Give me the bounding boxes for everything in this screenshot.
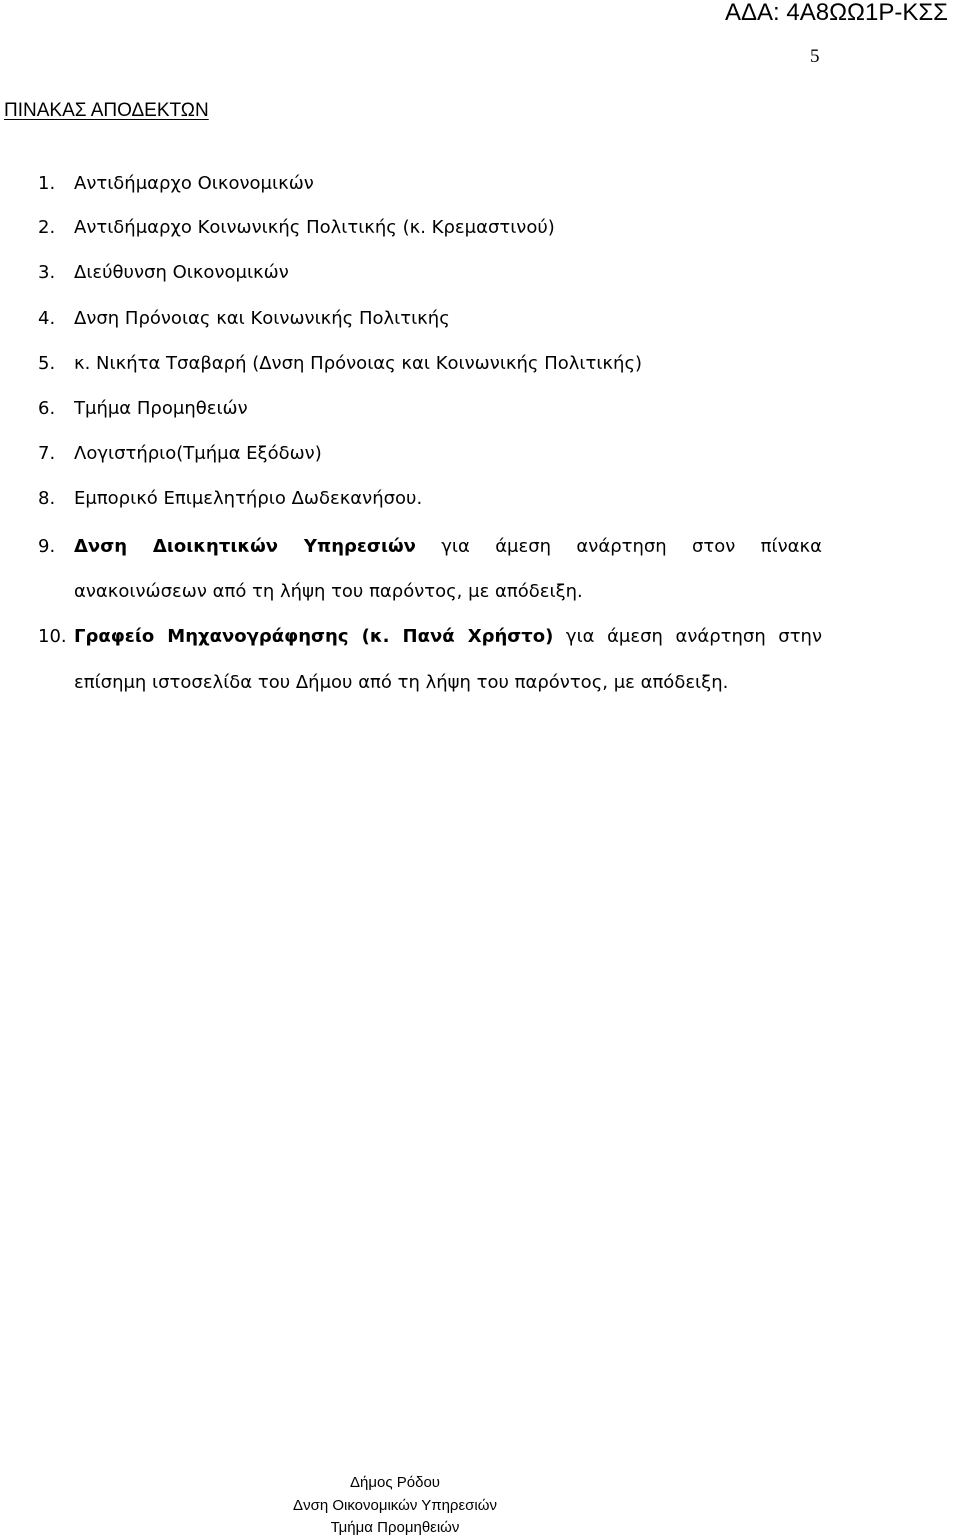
item-text: Εμπορικό Επιμελητήριο Δωδεκανήσου.: [74, 488, 423, 509]
item-bold-text: Γραφείο Μηχανογράφησης (κ. Πανά Χρήστο): [74, 626, 554, 647]
item-text: Λογιστήριο(Τμήμα Εξόδων): [74, 443, 322, 464]
item-number: 10.: [38, 626, 67, 647]
item-9-line1: [74, 535, 822, 559]
item-number: 5.: [38, 353, 56, 374]
item-number: 9.: [38, 536, 56, 557]
list-item: [38, 535, 74, 559]
footer-municipality: Δήμος Ρόδου: [350, 1474, 440, 1491]
list-item: [38, 442, 322, 466]
item-text: κ. Νικήτα Τσαβαρή (Δνση Πρόνοιας και Κοινωνικής Πολιτικής): [74, 353, 643, 374]
item-bold-text: Δνση Διοικητικών Υπηρεσιών: [74, 536, 416, 557]
item-number: 1.: [38, 173, 56, 194]
list-item: [38, 397, 248, 421]
list-item: [38, 216, 555, 240]
list-item: [38, 261, 289, 285]
list-item: [38, 625, 74, 649]
item-number: 2.: [38, 217, 56, 238]
item-9-line2: [74, 580, 822, 604]
item-10-line2: [74, 671, 822, 695]
list-item: [38, 352, 642, 376]
item-text: Διεύθυνση Οικονομικών: [74, 262, 289, 283]
page-number: 5: [810, 46, 820, 67]
ada-code: ΑΔΑ: 4Α8ΩΩ1Ρ-ΚΣΣ: [725, 0, 948, 26]
item-text: επίσημη ιστοσελίδα του Δήμου από τη λήψη του παρόντος, με απόδειξη.: [74, 672, 729, 693]
item-text: Δνση Πρόνοιας και Κοινωνικής Πολιτικής: [74, 308, 450, 329]
document-title: ΠΙΝΑΚΑΣ ΑΠΟΔΕΚΤΩΝ: [4, 100, 209, 121]
list-item: [38, 487, 422, 511]
item-number: 3.: [38, 262, 56, 283]
item-text: Αντιδήμαρχο Κοινωνικής Πολιτικής (κ. Κρεμαστινού): [74, 217, 555, 238]
item-text: για άμεση ανάρτηση στον πίνακα: [441, 536, 823, 557]
footer-department: Τμήμα Προμηθειών: [330, 1519, 460, 1536]
item-number: 7.: [38, 443, 56, 464]
item-text: Αντιδήμαρχο Οικονομικών: [74, 173, 314, 194]
item-number: 6.: [38, 398, 56, 419]
list-item: [38, 307, 450, 331]
item-text: Τμήμα Προμηθειών: [74, 398, 248, 419]
footer-directorate: Δνση Οικονομικών Υπηρεσιών: [293, 1497, 497, 1514]
item-text: για άμεση ανάρτηση στην: [565, 626, 822, 647]
item-text: ανακοινώσεων από τη λήψη του παρόντος, με απόδειξη.: [74, 581, 583, 602]
item-number: 4.: [38, 308, 56, 329]
list-item: [38, 172, 314, 196]
item-10-line1: [74, 625, 822, 649]
item-number: 8.: [38, 488, 56, 509]
